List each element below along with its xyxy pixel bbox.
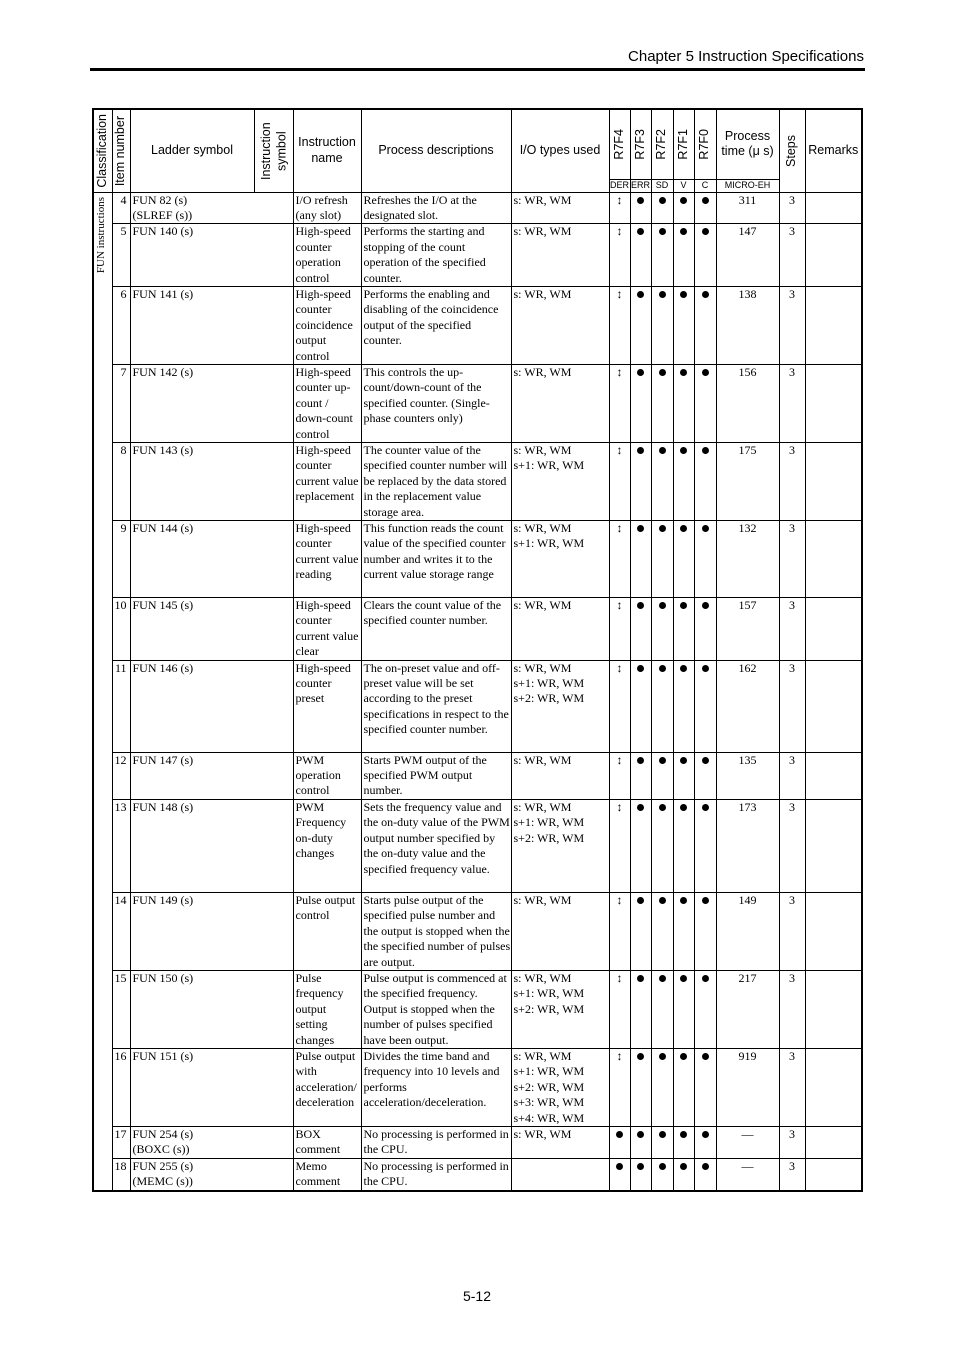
table-row bbox=[93, 598, 862, 661]
process-time: — bbox=[716, 1158, 779, 1190]
io-types: s: WR, WM bbox=[511, 364, 609, 442]
support-dot-icon bbox=[651, 521, 673, 598]
col-r7f1: R7F1 bbox=[673, 109, 694, 179]
page-number: 5-12 bbox=[462, 1288, 492, 1304]
io-types: s: WR, WM bbox=[511, 892, 609, 970]
remarks bbox=[805, 660, 862, 752]
item-number: 18 bbox=[112, 1158, 130, 1190]
support-dot-icon bbox=[694, 443, 716, 521]
process-description: No processing is performed in the CPU. bbox=[361, 1158, 511, 1190]
col-process-time: Process time (μ s) bbox=[716, 109, 779, 179]
instruction-name: Memo comment bbox=[293, 1158, 361, 1190]
r7f4-dot-icon bbox=[609, 1158, 630, 1190]
steps: 3 bbox=[779, 443, 805, 521]
process-description: Starts PWM output of the specified PWM output number. bbox=[361, 752, 511, 799]
support-dot-icon bbox=[694, 752, 716, 799]
support-dot-icon bbox=[673, 1126, 694, 1158]
io-types: s: WR, WM s+1: WR, WM s+2: WR, WM bbox=[511, 660, 609, 752]
support-dot-icon bbox=[630, 598, 651, 661]
instruction-name: High-speed counter current value clear bbox=[293, 598, 361, 661]
instruction-name: BOX comment bbox=[293, 1126, 361, 1158]
instruction-name: High-speed counter current value replacement bbox=[293, 443, 361, 521]
sub-micro-eh: MICRO-EH bbox=[716, 179, 779, 192]
support-dot-icon bbox=[651, 224, 673, 287]
r7f4-arrow-icon: ↕ bbox=[609, 752, 630, 799]
process-time: 217 bbox=[716, 970, 779, 1048]
support-dot-icon bbox=[651, 1158, 673, 1190]
support-dot-icon bbox=[651, 598, 673, 661]
io-types: s: WR, WM bbox=[511, 224, 609, 287]
support-dot-icon bbox=[694, 364, 716, 442]
io-types: s: WR, WM bbox=[511, 1126, 609, 1158]
support-dot-icon bbox=[694, 598, 716, 661]
process-description: This controls the up-count/down-count of the specified counter. (Single-phase counters only) bbox=[361, 364, 511, 442]
table-row bbox=[93, 1158, 862, 1190]
support-dot-icon bbox=[630, 892, 651, 970]
instruction-name: Pulse output control bbox=[293, 892, 361, 970]
sub-c: C bbox=[694, 179, 716, 192]
instruction-name: PWM Frequency on-duty changes bbox=[293, 799, 361, 892]
item-number: 5 bbox=[112, 224, 130, 287]
remarks bbox=[805, 521, 862, 598]
instruction-name: PWM operation control bbox=[293, 752, 361, 799]
support-dot-icon bbox=[673, 364, 694, 442]
process-time: 175 bbox=[716, 443, 779, 521]
support-dot-icon bbox=[673, 799, 694, 892]
support-dot-icon bbox=[651, 752, 673, 799]
steps: 3 bbox=[779, 224, 805, 287]
item-number: 17 bbox=[112, 1126, 130, 1158]
ladder-symbol: FUN 255 (s) (MEMC (s)) bbox=[130, 1158, 293, 1190]
process-description: Clears the count value of the specified counter number. bbox=[361, 598, 511, 661]
support-dot-icon bbox=[673, 660, 694, 752]
r7f4-arrow-icon: ↕ bbox=[609, 970, 630, 1048]
steps: 3 bbox=[779, 892, 805, 970]
support-dot-icon bbox=[651, 1126, 673, 1158]
remarks bbox=[805, 1126, 862, 1158]
ladder-symbol: FUN 140 (s) bbox=[130, 224, 293, 287]
table-row bbox=[93, 1126, 862, 1158]
col-r7f0: R7F0 bbox=[694, 109, 716, 179]
table-row bbox=[93, 443, 862, 521]
process-time: 156 bbox=[716, 364, 779, 442]
instruction-name: High-speed counter current value reading bbox=[293, 521, 361, 598]
process-time: 919 bbox=[716, 1048, 779, 1126]
support-dot-icon bbox=[694, 192, 716, 224]
io-types: s: WR, WM bbox=[511, 286, 609, 364]
table-row bbox=[93, 799, 862, 892]
io-types bbox=[511, 1158, 609, 1190]
support-dot-icon bbox=[630, 752, 651, 799]
ladder-symbol: FUN 147 (s) bbox=[130, 752, 293, 799]
support-dot-icon bbox=[673, 1158, 694, 1190]
io-types: s: WR, WM bbox=[511, 192, 609, 224]
remarks bbox=[805, 364, 862, 442]
table-row bbox=[93, 1048, 862, 1126]
support-dot-icon bbox=[651, 443, 673, 521]
support-dot-icon bbox=[651, 1048, 673, 1126]
io-types: s: WR, WM s+1: WR, WM s+2: WR, WM bbox=[511, 799, 609, 892]
support-dot-icon bbox=[630, 521, 651, 598]
remarks bbox=[805, 752, 862, 799]
support-dot-icon bbox=[694, 799, 716, 892]
table-row bbox=[93, 224, 862, 287]
col-classification: Classification bbox=[93, 109, 112, 192]
r7f4-arrow-icon: ↕ bbox=[609, 598, 630, 661]
support-dot-icon bbox=[630, 1126, 651, 1158]
r7f4-dot-icon bbox=[609, 1126, 630, 1158]
steps: 3 bbox=[779, 364, 805, 442]
process-time: 157 bbox=[716, 598, 779, 661]
steps: 3 bbox=[779, 192, 805, 224]
table-row bbox=[93, 660, 862, 752]
ladder-symbol: FUN 254 (s) (BOXC (s)) bbox=[130, 1126, 293, 1158]
remarks bbox=[805, 224, 862, 287]
remarks bbox=[805, 1158, 862, 1190]
process-description: Pulse output is commenced at the specified frequency. Output is stopped when the number of pulses specified have been output. bbox=[361, 970, 511, 1048]
support-dot-icon bbox=[630, 1158, 651, 1190]
item-number: 14 bbox=[112, 892, 130, 970]
support-dot-icon bbox=[630, 970, 651, 1048]
classification-cell: FUN instructions bbox=[93, 192, 112, 1191]
col-steps: Steps bbox=[779, 109, 805, 192]
steps: 3 bbox=[779, 660, 805, 752]
io-types: s: WR, WM s+1: WR, WM bbox=[511, 521, 609, 598]
support-dot-icon bbox=[673, 970, 694, 1048]
io-types: s: WR, WM s+1: WR, WM s+2: WR, WM bbox=[511, 970, 609, 1048]
remarks bbox=[805, 192, 862, 224]
r7f4-arrow-icon: ↕ bbox=[609, 443, 630, 521]
table-row bbox=[93, 364, 862, 442]
item-number: 6 bbox=[112, 286, 130, 364]
support-dot-icon bbox=[630, 364, 651, 442]
support-dot-icon bbox=[694, 1126, 716, 1158]
col-remarks: Remarks bbox=[805, 109, 862, 192]
steps: 3 bbox=[779, 799, 805, 892]
item-number: 9 bbox=[112, 521, 130, 598]
support-dot-icon bbox=[630, 224, 651, 287]
steps: 3 bbox=[779, 970, 805, 1048]
chapter-heading: Chapter 5 Instruction Specifications bbox=[628, 48, 864, 65]
ladder-symbol: FUN 141 (s) bbox=[130, 286, 293, 364]
col-process-descriptions: Process descriptions bbox=[361, 109, 511, 192]
process-description: Starts pulse output of the specified pulse number and the output is stopped when the the specified number of pulses are output. bbox=[361, 892, 511, 970]
instruction-name: Pulse output with acceleration/ deceleration bbox=[293, 1048, 361, 1126]
sub-v: V bbox=[673, 179, 694, 192]
support-dot-icon bbox=[630, 799, 651, 892]
instruction-name: High-speed counter preset bbox=[293, 660, 361, 752]
col-instruction-symbol: Instruction symbol bbox=[254, 109, 293, 192]
support-dot-icon bbox=[630, 443, 651, 521]
process-description: The on-preset value and off-preset value will be set according to the preset specifications in respect to the specified counter number. bbox=[361, 660, 511, 752]
sub-der: DER bbox=[609, 180, 629, 190]
process-description: No processing is performed in the CPU. bbox=[361, 1126, 511, 1158]
remarks bbox=[805, 892, 862, 970]
support-dot-icon bbox=[630, 660, 651, 752]
support-dot-icon bbox=[694, 1048, 716, 1126]
process-time: 162 bbox=[716, 660, 779, 752]
ladder-symbol: FUN 148 (s) bbox=[130, 799, 293, 892]
steps: 3 bbox=[779, 286, 805, 364]
r7f4-arrow-icon: ↕ bbox=[609, 521, 630, 598]
ladder-symbol: FUN 144 (s) bbox=[130, 521, 293, 598]
remarks bbox=[805, 799, 862, 892]
col-r7f3: R7F3 bbox=[630, 109, 651, 179]
support-dot-icon bbox=[673, 521, 694, 598]
process-time: 138 bbox=[716, 286, 779, 364]
io-types: s: WR, WM s+1: WR, WM bbox=[511, 443, 609, 521]
support-dot-icon bbox=[694, 521, 716, 598]
support-dot-icon bbox=[694, 892, 716, 970]
support-dot-icon bbox=[673, 192, 694, 224]
item-number: 8 bbox=[112, 443, 130, 521]
steps: 3 bbox=[779, 598, 805, 661]
remarks bbox=[805, 1048, 862, 1126]
instruction-name: High-speed counter up-count / down-count control bbox=[293, 364, 361, 442]
support-dot-icon bbox=[673, 752, 694, 799]
steps: 3 bbox=[779, 521, 805, 598]
process-description: This function reads the count value of the specified counter number and writes it to the current value storage range bbox=[361, 521, 511, 598]
process-description: Refreshes the I/O at the designated slot. bbox=[361, 192, 511, 224]
support-dot-icon bbox=[651, 799, 673, 892]
support-dot-icon bbox=[651, 192, 673, 224]
item-number: 7 bbox=[112, 364, 130, 442]
ladder-symbol: FUN 143 (s) bbox=[130, 443, 293, 521]
ladder-symbol: FUN 145 (s) bbox=[130, 598, 293, 661]
io-types: s: WR, WM bbox=[511, 598, 609, 661]
table-row bbox=[93, 192, 862, 224]
r7f4-arrow-icon: ↕ bbox=[609, 364, 630, 442]
item-number: 10 bbox=[112, 598, 130, 661]
support-dot-icon bbox=[673, 598, 694, 661]
support-dot-icon bbox=[673, 443, 694, 521]
r7f4-arrow-icon: ↕ bbox=[609, 192, 630, 224]
steps: 3 bbox=[779, 752, 805, 799]
item-number: 11 bbox=[112, 660, 130, 752]
col-r7f2: R7F2 bbox=[651, 109, 673, 179]
support-dot-icon bbox=[630, 192, 651, 224]
remarks bbox=[805, 970, 862, 1048]
process-time: 135 bbox=[716, 752, 779, 799]
support-dot-icon bbox=[651, 660, 673, 752]
support-dot-icon bbox=[673, 1048, 694, 1126]
item-number: 13 bbox=[112, 799, 130, 892]
table-row bbox=[93, 892, 862, 970]
steps: 3 bbox=[779, 1158, 805, 1190]
item-number: 12 bbox=[112, 752, 130, 799]
remarks bbox=[805, 598, 862, 661]
steps: 3 bbox=[779, 1048, 805, 1126]
process-time: 311 bbox=[716, 192, 779, 224]
table-row bbox=[93, 286, 862, 364]
ladder-symbol: FUN 142 (s) bbox=[130, 364, 293, 442]
col-instruction-name: Instruction name bbox=[293, 109, 361, 192]
instruction-table bbox=[92, 108, 863, 1192]
ladder-symbol: FUN 82 (s) (SLREF (s)) bbox=[130, 192, 293, 224]
ladder-symbol: FUN 149 (s) bbox=[130, 892, 293, 970]
col-io-types: I/O types used bbox=[511, 109, 609, 192]
sub-err: ERR bbox=[630, 180, 650, 190]
r7f4-arrow-icon: ↕ bbox=[609, 660, 630, 752]
col-item-number: Item number bbox=[112, 109, 130, 192]
steps: 3 bbox=[779, 1126, 805, 1158]
support-dot-icon bbox=[673, 892, 694, 970]
support-dot-icon bbox=[651, 286, 673, 364]
instruction-name: High-speed counter coincidence output control bbox=[293, 286, 361, 364]
ladder-symbol: FUN 146 (s) bbox=[130, 660, 293, 752]
r7f4-arrow-icon: ↕ bbox=[609, 1048, 630, 1126]
process-time: 173 bbox=[716, 799, 779, 892]
process-time: 132 bbox=[716, 521, 779, 598]
r7f4-arrow-icon: ↕ bbox=[609, 224, 630, 287]
instruction-name: High-speed counter operation control bbox=[293, 224, 361, 287]
remarks bbox=[805, 286, 862, 364]
io-types: s: WR, WM bbox=[511, 752, 609, 799]
process-description: Performs the starting and stopping of the count operation of the specified counter. bbox=[361, 224, 511, 287]
remarks bbox=[805, 443, 862, 521]
item-number: 15 bbox=[112, 970, 130, 1048]
support-dot-icon bbox=[694, 970, 716, 1048]
instruction-name: I/O refresh (any slot) bbox=[293, 192, 361, 224]
item-number: 16 bbox=[112, 1048, 130, 1126]
support-dot-icon bbox=[651, 364, 673, 442]
support-dot-icon bbox=[694, 286, 716, 364]
process-time: — bbox=[716, 1126, 779, 1158]
io-types: s: WR, WM s+1: WR, WM s+2: WR, WM s+3: WR, WM s+4: WR, WM bbox=[511, 1048, 609, 1126]
table-row bbox=[93, 752, 862, 799]
support-dot-icon bbox=[673, 224, 694, 287]
table-row bbox=[93, 521, 862, 598]
header-rule bbox=[90, 68, 865, 71]
support-dot-icon bbox=[651, 970, 673, 1048]
process-description: Divides the time band and frequency into 10 levels and performs acceleration/deceleration. bbox=[361, 1048, 511, 1126]
support-dot-icon bbox=[694, 660, 716, 752]
item-number: 4 bbox=[112, 192, 130, 224]
process-time: 149 bbox=[716, 892, 779, 970]
support-dot-icon bbox=[694, 1158, 716, 1190]
r7f4-arrow-icon: ↕ bbox=[609, 799, 630, 892]
sub-sd: SD bbox=[651, 179, 673, 192]
process-description: The counter value of the specified counter number will be replaced by the data stored in the replacement value storage area. bbox=[361, 443, 511, 521]
col-r7f4: R7F4 bbox=[609, 109, 630, 179]
r7f4-arrow-icon: ↕ bbox=[609, 286, 630, 364]
col-ladder-symbol: Ladder symbol bbox=[130, 109, 254, 192]
ladder-symbol: FUN 150 (s) bbox=[130, 970, 293, 1048]
process-time: 147 bbox=[716, 224, 779, 287]
r7f4-arrow-icon: ↕ bbox=[609, 892, 630, 970]
table-row bbox=[93, 970, 862, 1048]
process-description: Performs the enabling and disabling of the coincidence output of the specified counter. bbox=[361, 286, 511, 364]
support-dot-icon bbox=[630, 286, 651, 364]
support-dot-icon bbox=[630, 1048, 651, 1126]
support-dot-icon bbox=[694, 224, 716, 287]
instruction-name: Pulse frequency output setting changes bbox=[293, 970, 361, 1048]
support-dot-icon bbox=[651, 892, 673, 970]
ladder-symbol: FUN 151 (s) bbox=[130, 1048, 293, 1126]
process-description: Sets the frequency value and the on-duty value of the PWM output number specified by the on-duty value and the specified frequency value. bbox=[361, 799, 511, 892]
support-dot-icon bbox=[673, 286, 694, 364]
